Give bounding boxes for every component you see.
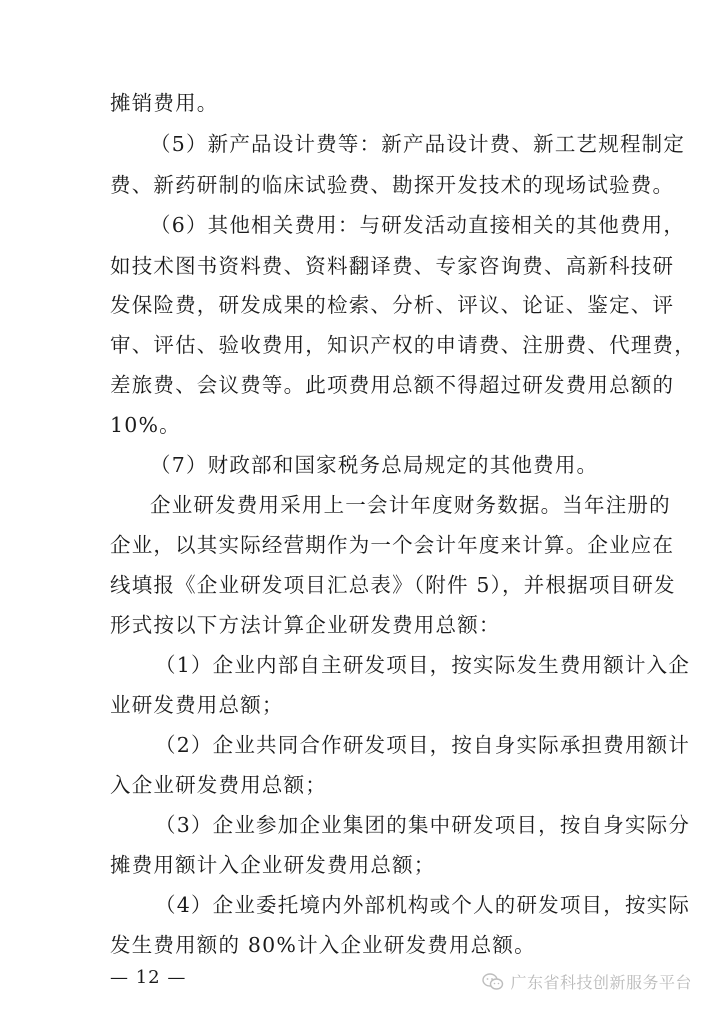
text-line: 企业，以其实际经营期作为一个会计年度来计算。企业应在	[110, 533, 675, 557]
text-line: 费、新药研制的临床试验费、勘探开发技术的现场试验费。	[110, 173, 675, 197]
text-line: （3）企业参加企业集团的集中研发项目，按自身实际分	[155, 813, 691, 837]
text-line: （2）企业共同合作研发项目，按自身实际承担费用额计	[155, 733, 691, 757]
text-line: 如技术图书资料费、资料翻译费、专家咨询费、高新科技研	[110, 254, 675, 278]
text-line: 业研发费用总额；	[110, 693, 284, 717]
page-number: — 12 —	[110, 967, 187, 988]
text-line: （6）其他相关费用：与研发活动直接相关的其他费用，	[150, 213, 686, 237]
text-line: 摊销费用。	[110, 91, 219, 115]
text-line: 发生费用额的 80%计入企业研发费用总额。	[110, 933, 536, 957]
text-line: 入企业研发费用总额；	[110, 773, 327, 797]
text-line: 企业研发费用采用上一会计年度财务数据。当年注册的	[150, 493, 671, 517]
text-line: 发保险费，研发成果的检索、分析、评议、论证、鉴定、评	[110, 293, 675, 317]
watermark	[482, 970, 692, 993]
text-line: 差旅费、会议费等。此项费用总额不得超过研发费用总额的	[110, 373, 675, 397]
wechat-icon	[482, 973, 504, 991]
text-line: （1）企业内部自主研发项目，按实际发生费用额计入企	[155, 653, 691, 677]
text-line: 审、评估、验收费用，知识产权的申请费、注册费、代理费，	[110, 333, 696, 357]
text-line: 线填报《企业研发项目汇总表》（附件 5），并根据项目研发	[110, 573, 676, 597]
text-line: 10%。	[110, 413, 181, 437]
text-line: （7）财政部和国家税务总局规定的其他费用。	[150, 453, 599, 477]
watermark-text: 广东省科技创新服务平台	[510, 973, 692, 992]
text-line: （4）企业委托境内外部机构或个人的研发项目，按实际	[155, 893, 691, 917]
text-line: （5）新产品设计费等：新产品设计费、新工艺规程制定	[150, 132, 686, 156]
text-line: 摊费用额计入企业研发费用总额；	[110, 853, 436, 877]
text-line: 形式按以下方法计算企业研发费用总额：	[110, 613, 501, 637]
